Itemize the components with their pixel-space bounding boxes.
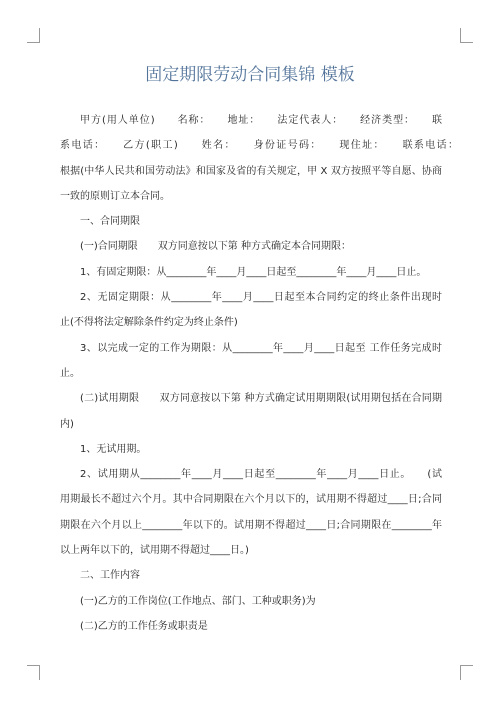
text-line: (二)乙方的工作任务或职责是 (80, 620, 208, 632)
no-probation-option (60, 437, 442, 462)
text-line: 止(不得将法定解除条件约定为终止条件) (60, 317, 238, 329)
text-line: 期限在六个月以上________年以下的。试用期不得超过____日;合同期限在________年 (60, 519, 442, 531)
text-line: (二)试用期限 双方同意按以下第 种方式确定试用期期限(试用期包括在合同期 (80, 393, 442, 405)
task-based-term-option (60, 336, 442, 387)
text-line: 用期最长不超过六个月。其中合同期限在六个月以下的，试用期不得超过____日;合同 (60, 494, 442, 506)
text-line: 1、无试用期。 (80, 443, 147, 455)
text-line: 一、合同期限 (80, 216, 140, 228)
text-line: 甲方(用人单位) 名称： 地址： 法定代表人： 经济类型： 联 (80, 115, 442, 126)
job-duties-line (60, 614, 442, 639)
probation-period-option (60, 462, 442, 563)
probation-heading (60, 386, 442, 437)
document-title: 固定期限劳动合同集锦 模板 (145, 65, 355, 85)
fixed-term-option (60, 260, 442, 285)
open-ended-term-option (60, 285, 442, 336)
text-line: 二、工作内容 (80, 570, 140, 582)
document-body (60, 108, 458, 639)
text-line: 1、有固定期限：从________年____月____日起至________年____月____日止。 (80, 266, 427, 278)
text-line: 2、试用期从________年____月____日起至________年____月____日止。 (试 (80, 469, 442, 481)
section-2-heading (60, 563, 442, 588)
text-line: 止。 (60, 367, 80, 379)
crop-mark-bottom-left (27, 665, 40, 680)
section-1-heading (60, 209, 442, 234)
text-line: (一)合同期限 双方同意按以下第 种方式确定本合同期限： (80, 241, 351, 253)
text-line: (一)乙方的工作岗位(工作地点、部门、工种或职务)为 (80, 595, 316, 607)
text-line: 系电话： 乙方(职工) 姓名： 身份证号码： 现住址： 联系电话： (60, 140, 458, 152)
text-line: 内) (60, 418, 74, 430)
crop-mark-top-left (27, 28, 40, 43)
text-line: 3、以完成一定的工作为期限：从________年____月____日起至 工作任务完成时 (80, 342, 442, 354)
contract-term-heading (60, 234, 442, 259)
preamble-paragraph (60, 159, 442, 210)
text-line: 根据(中华人民共和国劳动法》和国家及省的有关规定，甲 X 双方按照平等自愿、协商 (60, 165, 442, 177)
job-position-line (60, 589, 442, 614)
text-line: 以上两年以下的，试用期不得超过____日。) (60, 545, 249, 557)
text-line: 一致的原则订立本合同。 (60, 190, 170, 202)
crop-mark-top-right (460, 28, 473, 43)
text-line: 2、无固定期限：从________年____月____日起至本合同约定的终止条件出现时 (80, 292, 442, 304)
party-info-paragraph (60, 108, 458, 159)
crop-mark-bottom-right (460, 665, 473, 680)
